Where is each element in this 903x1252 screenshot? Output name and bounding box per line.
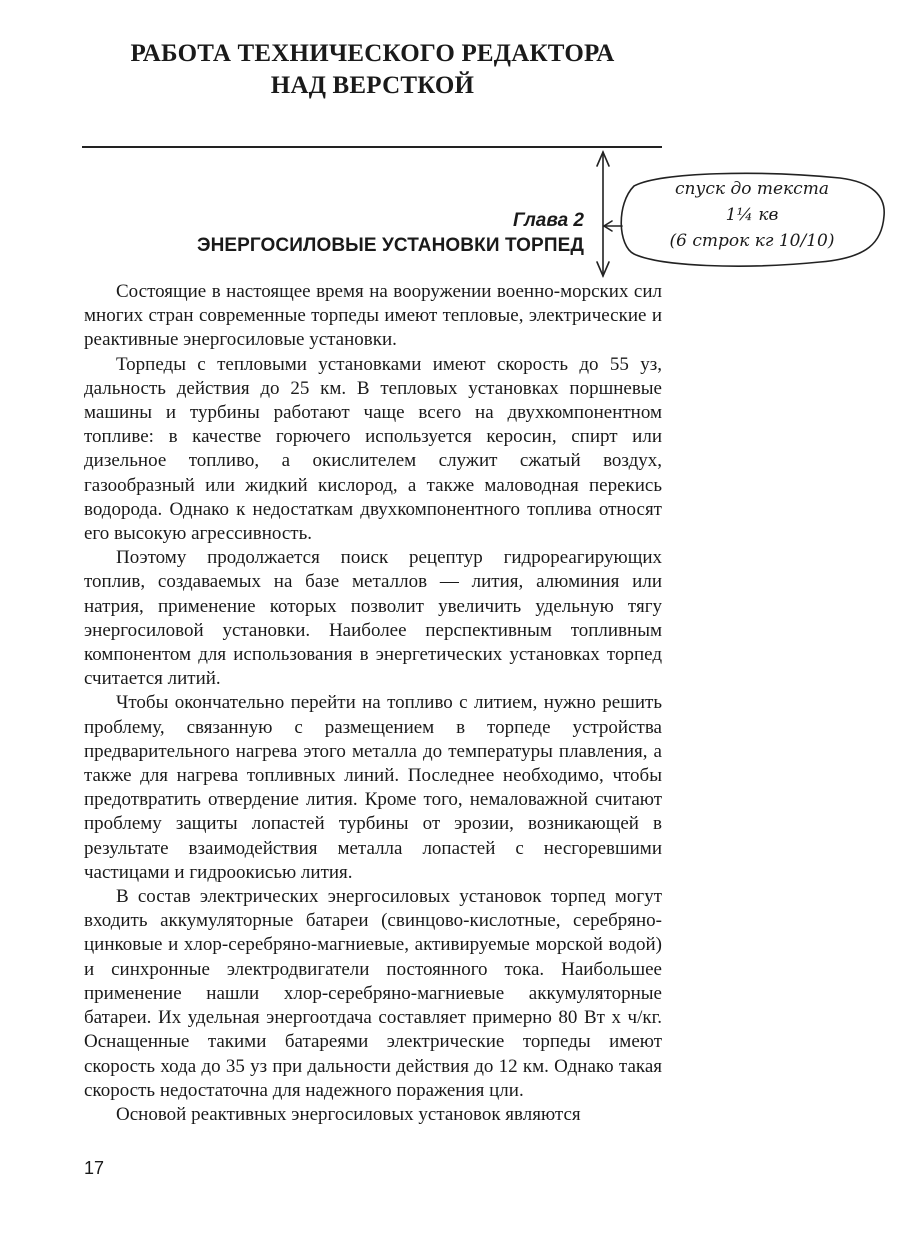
spacing-arrow-top-icon <box>597 152 609 166</box>
note-line-2: 1¼ кв <box>725 205 779 225</box>
page-number: 17 <box>84 1158 105 1178</box>
page-title <box>80 38 665 102</box>
page-title-line-1: РАБОТА ТЕХНИЧЕСКОГО РЕДАКТОРА <box>130 40 615 67</box>
paragraph: Основой реактивных энергосиловых установок являются <box>116 1103 581 1125</box>
body-text <box>84 280 662 1127</box>
spacing-arrow-bottom-icon <box>597 262 609 276</box>
page-title-line-2: НАД ВЕРСТКОЙ <box>270 72 475 99</box>
paragraph: Торпеды с тепловыми установками имеют скорость до 55 уз, дальность действия до 25 км. В тепловых установках поршневые машины и турбины работают чаще всего на двухкомпонентном топливе: в качестве горючего используется керосин, спирт или дизельное топливо, а окислителем служит сжатый воздух, газообразный или жидкий кислород, а также маловодная перекись водорода. Однако к недостаткам двухкомпонентного топлива относят его высокую агрессивность. <box>84 353 662 545</box>
paragraph: Состоящие в настоящее время на вооружении военно-морских сил многих стран современные торпеды имеют тепловые, электрические и реактивные энергосиловые установки. <box>84 281 662 351</box>
handwritten-note <box>612 176 892 268</box>
note-line-3: (6 строк кг 10/10) <box>669 231 835 251</box>
paragraph: Поэтому продолжается поиск рецептур гидрореагирующих топлив, создаваемых на базе металлов — лития, алюминия или натрия, применение которых позволит увеличить удельную тягу энергосиловой установки. Наиболее перспективным топливным компонентом для использования в энергетических установках торпед считается литий. <box>84 547 662 690</box>
chapter-label: Глава 2 <box>513 210 584 231</box>
header-rule <box>82 146 662 148</box>
chapter-heading: ЭНЕРГОСИЛОВЫЕ УСТАНОВКИ ТОРПЕД <box>196 235 584 256</box>
note-pointer-arrow-icon <box>604 221 612 231</box>
paragraph: В состав электрических энергосиловых установок торпед могут входить аккумуляторные батареи (свинцово-кислотные, серебряно-цинковые и хлор-серебряно-магниевые, активируемые морской водой) и синхронные электродвигатели постоянного тока. Наибольшее применение нашли хлор-серебряно-магниевые аккумуляторные батареи. Их удельная энергоотдача составляет примерно 80 Вт х ч/кг. Оснащенные такими батареями электрические торпеды имеют скорость хода до 35 уз при дальности действия до 12 км. Однако такая скорость недостаточна для надежного поражения цли. <box>84 886 662 1101</box>
paragraph: Чтобы окончательно перейти на топливо с литием, нужно решить проблему, связанную с размещением в торпеде устройства предварительного нагрева этого металла до температуры плавления, а также для нагрева топливных линий. Последнее необходимо, чтобы предотвратить отвердение лития. Кроме того, немаловажной считают проблему защиты лопастей турбины от эрозии, возникающей в результате взаимодействия металла лопастей с несгоревшими частицами и гидроокисью лития. <box>84 692 662 883</box>
note-line-1: спуск до текста <box>675 179 829 199</box>
